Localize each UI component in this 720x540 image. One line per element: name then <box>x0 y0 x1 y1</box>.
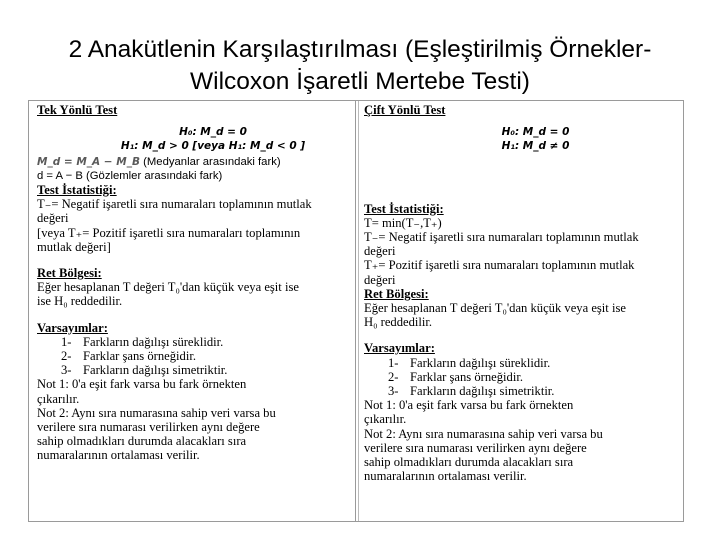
left-assumptions-label: Varsayımlar: <box>37 320 108 335</box>
left-stat-line-4: mutlak değeri] <box>37 239 111 254</box>
right-note2-line-1: Not 2: Aynı sıra numarasına sahip veri varsa bu <box>364 426 603 441</box>
slide-title <box>20 34 700 98</box>
right-assumptions-list <box>364 356 677 399</box>
right-note2-line-2: verilere sıra numarası verilirken aynı değere <box>364 440 587 455</box>
left-stat-line-2: değeri <box>37 211 69 226</box>
left-test-stat-label: Test İstatistiği: <box>37 183 117 198</box>
right-stat-line-4: T₊= Pozitif işaretli sıra numaraları toplamının mutlak <box>364 258 635 273</box>
right-assumption-item: 2- Farklar şans örneğidir. <box>388 369 523 384</box>
left-ret-line-1: Eğer hesaplanan T değeri T₀'dan küçük veya eşit ise <box>37 280 299 295</box>
left-note2-line-3: sahip olmadıkları durumda alacakları sıra <box>37 434 247 449</box>
left-md-note: (Medyanlar arasındaki fark) <box>143 155 281 168</box>
left-md-definition <box>37 154 349 169</box>
left-note2-line-2: verilere sıra numarası verilirken aynı değere <box>37 420 260 435</box>
left-stat-line-3: [veya T₊= Pozitif işaretli sıra numaraları toplamının <box>37 225 301 240</box>
two-tailed-heading: Çift Yönlü Test <box>364 103 446 117</box>
right-assumption-item: 3- Farkların dağılışı simetriktir. <box>388 384 555 399</box>
title-line-2: Wilcoxon İşaretli Mertebe Testi) <box>190 68 530 95</box>
right-note2-line-4: numaralarının ortalaması verilir. <box>364 469 527 484</box>
right-h1: H₁: M_d ≠ 0 <box>501 140 570 153</box>
one-tailed-heading: Tek Yönlü Test <box>37 103 118 117</box>
left-assumptions-list <box>37 335 349 378</box>
right-stat-line-1: T= min(T₋,T₊) <box>364 215 442 230</box>
title-line-1: 2 Anakütlenin Karşılaştırılması (Eşleştirilmiş Örnekler- <box>68 36 652 63</box>
left-ret-label: Ret Bölgesi: <box>37 266 102 281</box>
right-stat-line-3: değeri <box>364 244 396 259</box>
right-note2-line-3: sahip olmadıkları durumda alacakları sıra <box>364 455 574 470</box>
left-md-formula: M_d = M_A − M_B <box>37 155 140 168</box>
right-note1-line-1: Not 1: 0'a eşit fark varsa bu fark örnekten <box>364 398 574 413</box>
left-note2-line-4: numaralarının ortalaması verilir. <box>37 448 200 463</box>
right-stat-line-5: değeri <box>364 272 396 287</box>
right-ret-line-1: Eğer hesaplanan T değeri T₀'dan küçük veya eşit ise <box>364 301 626 316</box>
right-assumptions-label: Varsayımlar: <box>364 341 435 356</box>
left-assumption-item: 2- Farklar şans örneğidir. <box>61 349 196 364</box>
comparison-table <box>28 100 684 522</box>
left-d-definition: d = A − B (Gözlemler arasındaki fark) <box>37 169 223 182</box>
left-note1-line-1: Not 1: 0'a eşit fark varsa bu fark örnekten <box>37 377 247 392</box>
left-note2-line-1: Not 2: Aynı sıra numarasına sahip veri varsa bu <box>37 405 276 420</box>
right-ret-line-2: H₀ reddedilir. <box>364 315 433 330</box>
right-h0: H₀: M_d = 0 <box>501 126 570 139</box>
left-assumption-item: 3- Farkların dağılışı simetriktir. <box>61 363 228 378</box>
right-ret-label: Ret Bölgesi: <box>364 286 429 301</box>
one-tailed-column <box>29 101 356 521</box>
left-ret-line-2: ise H₀ reddedilir. <box>37 294 123 309</box>
left-note1-line-2: çıkarılır. <box>37 391 80 406</box>
left-stat-line-1: T₋= Negatif işaretli sıra numaraları toplamının mutlak <box>37 197 312 212</box>
left-assumption-item: 1- Farkların dağılışı süreklidir. <box>61 334 224 349</box>
two-tailed-column <box>356 101 683 521</box>
right-stat-line-2: T₋= Negatif işaretli sıra numaraları toplamının mutlak <box>364 230 639 245</box>
right-test-stat-label: Test İstatistiği: <box>364 201 444 216</box>
left-h0: H₀: M_d = 0 <box>179 126 247 139</box>
right-note1-line-2: çıkarılır. <box>364 412 407 427</box>
right-assumption-item: 1- Farkların dağılışı süreklidir. <box>388 355 551 370</box>
left-h1: H₁: M_d > 0 [veya H₁: M_d < 0 ] <box>120 140 306 153</box>
